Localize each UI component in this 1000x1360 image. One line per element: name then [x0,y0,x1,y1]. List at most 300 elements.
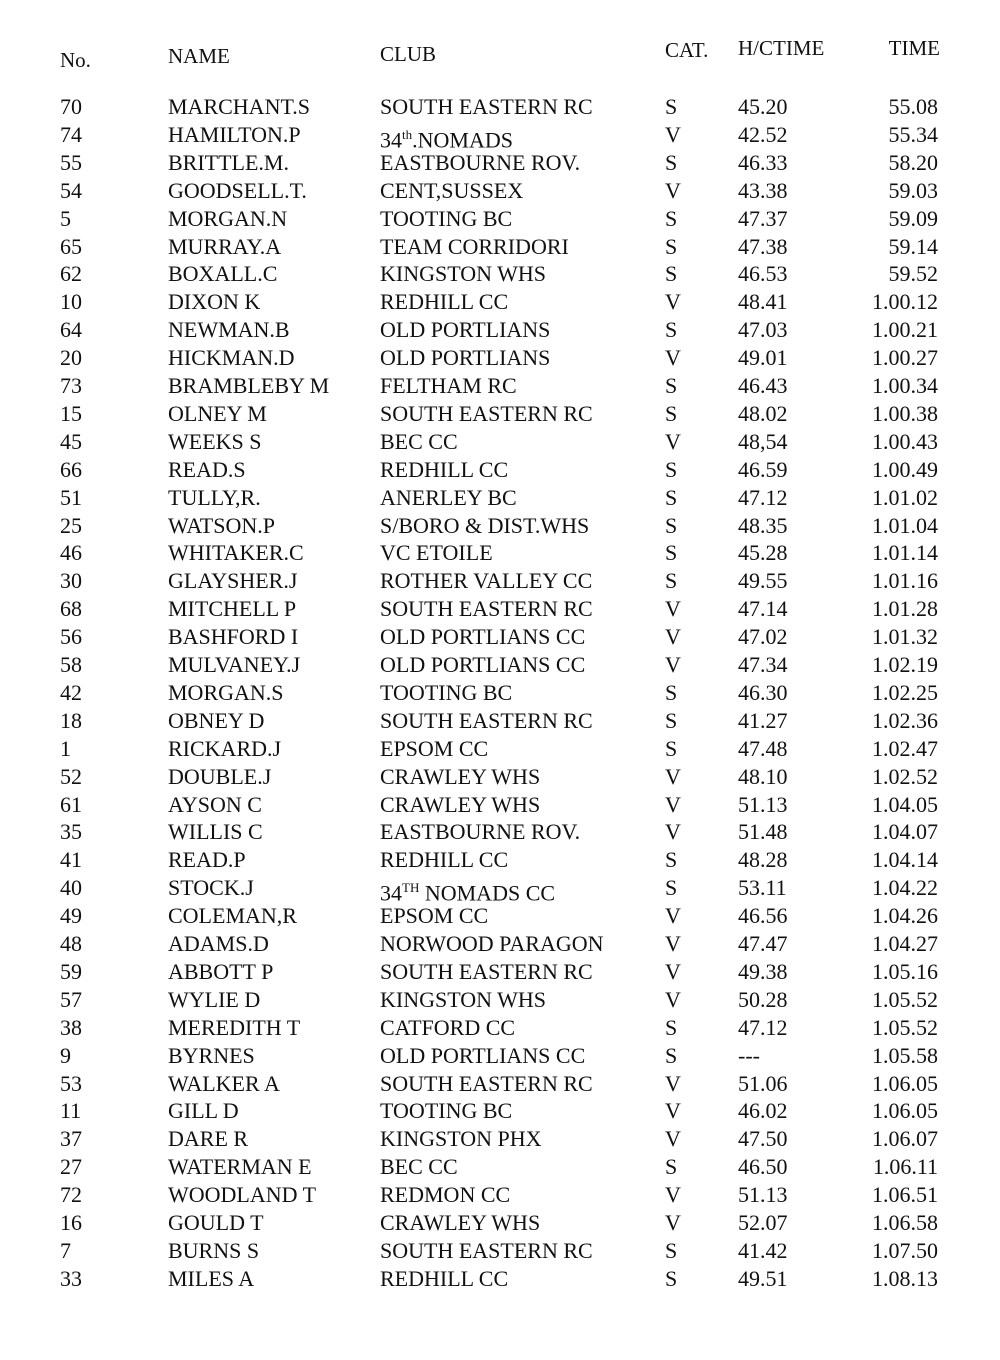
cell-time: 1.00.49 [872,456,938,482]
cell-club: ROTHER VALLEY CC [380,568,593,594]
table-row [0,288,1000,316]
cell-hctime: 48.35 [738,512,788,538]
cell-name: STOCK.J [168,875,254,901]
cell-hctime: 47.14 [738,596,788,622]
cell-hctime: --- [738,1042,760,1068]
cell-cat: V [665,177,681,203]
cell-cat: V [665,652,681,677]
cell-no: 45 [60,428,82,454]
cell-cat: S [665,875,678,901]
header-name: NAME [168,44,230,68]
cell-cat: S [665,94,678,119]
cell-time: 1.01.02 [872,484,938,510]
cell-hctime: 48.28 [738,847,788,873]
cell-time: 1.02.25 [872,679,938,705]
cell-hctime: 47.03 [738,317,788,343]
cell-name: OBNEY D [168,707,265,733]
cell-name: MURRAY.A [168,233,282,259]
cell-club: EASTBOURNE ROV. [380,149,581,175]
cell-hctime: 46.43 [738,373,788,398]
cell-hctime: 48.41 [738,289,788,315]
cell-name: OLNEY M [168,400,267,426]
cell-cat: V [665,121,681,147]
cell-cat: S [665,847,678,873]
cell-club: OLD PORTLIANS CC [380,652,586,677]
cell-name: WATSON.P [168,512,275,538]
cell-name: DOUBLE.J [168,763,272,789]
table-row [0,512,1000,540]
table-row [0,846,1000,874]
table-row [0,623,1000,651]
cell-no: 74 [60,121,82,147]
header-club: CLUB [380,42,437,66]
cell-time: 1.00.34 [872,373,938,398]
cell-name: READ.S [168,456,246,482]
cell-no: 55 [60,149,82,175]
cell-name: MARCHANT.S [168,94,311,119]
cell-name: MULVANEY.J [168,652,301,677]
cell-no: 66 [60,456,82,482]
cell-name: BURNS S [168,1237,260,1263]
cell-time: 55.08 [888,94,938,119]
cell-no: 11 [60,1098,82,1124]
cell-cat: S [665,1154,678,1180]
cell-no: 49 [60,903,82,929]
cell-no: 15 [60,400,82,426]
cell-no: 68 [60,596,82,622]
cell-time: 59.14 [888,233,938,259]
cell-time: 1.01.16 [872,568,938,594]
cell-club: NORWOOD PARAGON [380,931,604,956]
cell-hctime: 47.47 [738,931,788,956]
table-row [0,1209,1000,1237]
cell-no: 16 [60,1210,82,1235]
cell-hctime: 46.50 [738,1154,788,1180]
cell-hctime: 51.48 [738,819,788,845]
cell-club: TOOTING BC [380,1098,513,1124]
cell-no: 5 [60,205,71,231]
cell-name: ADAMS.D [168,931,269,956]
cell-no: 33 [60,1265,82,1291]
cell-time: 1.01.32 [872,624,938,650]
cell-time: 1.02.19 [872,652,938,677]
cell-no: 56 [60,624,82,650]
header-time: TIME [888,36,940,60]
cell-no: 40 [60,875,82,901]
cell-name: MILES A [168,1265,255,1291]
cell-time: 59.09 [888,205,938,231]
cell-time: 1.06.11 [872,1154,938,1180]
cell-name: RICKARD.J [168,735,282,761]
cell-club: CRAWLEY WHS [380,791,541,817]
cell-hctime: 53.11 [738,875,787,901]
cell-hctime: 47.38 [738,233,788,259]
cell-time: 1.05.58 [872,1042,938,1068]
cell-hctime: 51.13 [738,791,788,817]
cell-cat: V [665,1126,681,1152]
cell-time: 1.02.36 [872,707,938,733]
cell-cat: V [665,624,681,650]
cell-no: 48 [60,931,82,956]
cell-time: 1.04.07 [872,819,938,845]
table-row [0,372,1000,400]
cell-no: 41 [60,847,82,873]
cell-no: 7 [60,1237,71,1263]
cell-name: NEWMAN.B [168,317,290,343]
table-row [0,1042,1000,1070]
cell-time: 1.06.58 [872,1210,938,1235]
cell-no: 27 [60,1154,82,1180]
cell-name: DIXON K [168,289,261,315]
cell-name: ABBOTT P [168,958,274,984]
cell-no: 46 [60,540,82,566]
cell-no: 62 [60,261,82,287]
cell-hctime: 46.56 [738,903,788,929]
cell-name: BRAMBLEBY M [168,373,330,398]
table-row [0,344,1000,372]
cell-name: WYLIE D [168,986,261,1012]
cell-cat: V [665,903,681,929]
cell-cat: V [665,289,681,315]
cell-cat: S [665,707,678,733]
cell-no: 42 [60,679,82,705]
cell-no: 57 [60,986,82,1012]
table-row [0,930,1000,958]
cell-cat: V [665,763,681,789]
cell-hctime: 49.51 [738,1265,788,1291]
cell-club: REDHILL CC [380,847,509,873]
cell-cat: S [665,400,678,426]
table-row [0,679,1000,707]
cell-hctime: 47.02 [738,624,788,650]
table-row [0,1237,1000,1265]
cell-hctime: 49.55 [738,568,788,594]
cell-no: 1 [60,735,71,761]
cell-hctime: 47.34 [738,652,788,677]
cell-no: 9 [60,1042,71,1068]
cell-name: BRITTLE.M. [168,149,289,175]
cell-cat: V [665,931,681,956]
cell-no: 65 [60,233,82,259]
cell-time: 1.05.16 [872,958,938,984]
cell-cat: S [665,233,678,259]
cell-club: REDHILL CC [380,456,509,482]
cell-time: 1.04.27 [872,931,938,956]
cell-cat: V [665,986,681,1012]
cell-cat: S [665,1265,678,1291]
table-row [0,707,1000,735]
cell-cat: S [665,261,678,287]
cell-time: 1.05.52 [872,986,938,1012]
cell-club: KINGSTON PHX [380,1126,542,1152]
cell-no: 38 [60,1014,82,1040]
cell-time: 1.02.47 [872,735,938,761]
cell-name: GOODSELL.T. [168,177,307,203]
table-row [0,484,1000,512]
table-row [0,1125,1000,1153]
cell-club: 34th.NOMADS [380,126,513,153]
cell-club: TEAM CORRIDORI [380,233,569,259]
cell-no: 54 [60,177,82,203]
table-row [0,902,1000,930]
cell-hctime: 41.27 [738,707,788,733]
cell-club: BEC CC [380,428,458,454]
cell-time: 1.02.52 [872,763,938,789]
cell-name: WEEKS S [168,428,262,454]
cell-name: WILLIS C [168,819,263,845]
cell-club: KINGSTON WHS [380,261,547,287]
cell-club: CRAWLEY WHS [380,1210,541,1235]
cell-club: BEC CC [380,1154,458,1180]
cell-hctime: 52.07 [738,1210,788,1235]
table-row [0,595,1000,623]
cell-cat: S [665,1042,678,1068]
cell-club: S/BORO & DIST.WHS [380,512,590,538]
table-row [0,1265,1000,1293]
cell-club: SOUTH EASTERN RC [380,707,593,733]
cell-club: VC ETOILE [380,540,493,566]
cell-time: 58.20 [888,149,938,175]
cell-club: CENT,SUSSEX [380,177,524,203]
table-row [0,233,1000,261]
cell-time: 1.00.21 [872,317,938,343]
cell-club: SOUTH EASTERN RC [380,94,593,119]
cell-time: 1.06.07 [872,1126,938,1152]
header-no: No. [60,48,91,72]
cell-hctime: 51.13 [738,1182,788,1208]
cell-hctime: 42.52 [738,121,788,147]
table-row [0,1097,1000,1125]
cell-name: MORGAN.S [168,679,284,705]
cell-hctime: 47.12 [738,484,788,510]
cell-no: 37 [60,1126,82,1152]
cell-name: READ.P [168,847,246,873]
cell-cat: S [665,1237,678,1263]
cell-no: 70 [60,94,82,119]
cell-hctime: 41.42 [738,1237,788,1263]
cell-club: CRAWLEY WHS [380,763,541,789]
cell-hctime: 47.37 [738,205,788,231]
cell-no: 59 [60,958,82,984]
cell-name: HAMILTON.P [168,121,301,147]
table-row [0,93,1000,121]
cell-name: WHITAKER.C [168,540,304,566]
cell-name: GLAYSHER.J [168,568,298,594]
cell-hctime: 46.59 [738,456,788,482]
table-row [0,1181,1000,1209]
cell-cat: S [665,484,678,510]
cell-time: 1.04.22 [872,875,938,901]
cell-club: KINGSTON WHS [380,986,547,1012]
cell-time: 1.00.43 [872,428,938,454]
cell-no: 52 [60,763,82,789]
cell-club: OLD PORTLIANS CC [380,1042,586,1068]
table-row [0,428,1000,456]
cell-cat: S [665,205,678,231]
cell-name: COLEMAN,R [168,903,297,929]
table-row [0,874,1000,906]
cell-time: 1.01.28 [872,596,938,622]
cell-club: EPSOM CC [380,735,489,761]
cell-no: 72 [60,1182,82,1208]
cell-hctime: 43.38 [738,177,788,203]
cell-name: WOODLAND T [168,1182,317,1208]
cell-hctime: 48.10 [738,763,788,789]
cell-cat: S [665,1014,678,1040]
cell-no: 35 [60,819,82,845]
cell-cat: S [665,735,678,761]
table-row [0,567,1000,595]
cell-time: 1.00.12 [872,289,938,315]
table-row [0,1070,1000,1098]
cell-name: MITCHELL P [168,596,297,622]
cell-club: FELTHAM RC [380,373,517,398]
cell-club: SOUTH EASTERN RC [380,596,593,622]
cell-no: 51 [60,484,82,510]
cell-hctime: 46.02 [738,1098,788,1124]
cell-name: BASHFORD I [168,624,299,650]
cell-club: SOUTH EASTERN RC [380,1237,593,1263]
cell-hctime: 48.02 [738,400,788,426]
cell-cat: V [665,1182,681,1208]
cell-cat: S [665,456,678,482]
cell-hctime: 46.53 [738,261,788,287]
table-row [0,539,1000,567]
cell-name: GOULD T [168,1210,264,1235]
table-row [0,651,1000,679]
cell-name: DARE R [168,1126,249,1152]
cell-hctime: 47.48 [738,735,788,761]
cell-cat: S [665,512,678,538]
cell-name: MEREDITH T [168,1014,301,1040]
cell-time: 59.52 [888,261,938,287]
table-row [0,177,1000,205]
cell-hctime: 51.06 [738,1070,788,1096]
cell-club: REDHILL CC [380,289,509,315]
header-row [0,36,1000,72]
cell-time: 1.01.14 [872,540,938,566]
cell-cat: V [665,791,681,817]
cell-name: WALKER A [168,1070,280,1096]
cell-club: TOOTING BC [380,205,513,231]
cell-hctime: 45.28 [738,540,788,566]
cell-no: 73 [60,373,82,398]
table-row [0,735,1000,763]
cell-cat: S [665,540,678,566]
table-row [0,456,1000,484]
table-row [0,121,1000,153]
table-row [0,316,1000,344]
cell-name: HICKMAN.D [168,345,295,371]
cell-cat: S [665,317,678,343]
cell-no: 20 [60,345,82,371]
table-row [0,260,1000,288]
table-row [0,986,1000,1014]
cell-club: OLD PORTLIANS [380,317,551,343]
cell-time: 1.00.38 [872,400,938,426]
cell-time: 55.34 [888,121,938,147]
cell-cat: S [665,679,678,705]
cell-club: TOOTING BC [380,679,513,705]
cell-cat: V [665,819,681,845]
cell-hctime: 47.50 [738,1126,788,1152]
cell-no: 18 [60,707,82,733]
cell-cat: V [665,596,681,622]
cell-time: 1.06.05 [872,1070,938,1096]
cell-time: 1.00.27 [872,345,938,371]
cell-time: 1.01.04 [872,512,938,538]
cell-time: 1.05.52 [872,1014,938,1040]
cell-no: 25 [60,512,82,538]
cell-club: OLD PORTLIANS CC [380,624,586,650]
cell-time: 1.04.26 [872,903,938,929]
cell-no: 58 [60,652,82,677]
cell-cat: S [665,373,678,398]
cell-time: 1.06.51 [872,1182,938,1208]
cell-club: SOUTH EASTERN RC [380,1070,593,1096]
cell-time: 1.08.13 [872,1265,938,1291]
cell-hctime: 45.20 [738,94,788,119]
cell-name: WATERMAN E [168,1154,312,1180]
cell-cat: V [665,958,681,984]
cell-club: EPSOM CC [380,903,489,929]
cell-hctime: 50.28 [738,986,788,1012]
cell-time: 1.07.50 [872,1237,938,1263]
cell-time: 1.04.05 [872,791,938,817]
cell-club: SOUTH EASTERN RC [380,400,593,426]
table-row [0,791,1000,819]
table-row [0,958,1000,986]
cell-club: OLD PORTLIANS [380,345,551,371]
cell-hctime: 46.33 [738,149,788,175]
cell-name: MORGAN.N [168,205,288,231]
cell-name: GILL D [168,1098,239,1124]
table-row [0,1014,1000,1042]
cell-cat: S [665,568,678,594]
cell-cat: V [665,428,681,454]
cell-hctime: 49.01 [738,345,788,371]
cell-no: 10 [60,289,82,315]
table-row [0,400,1000,428]
cell-club: ANERLEY BC [380,484,517,510]
cell-cat: V [665,1210,681,1235]
table-row [0,818,1000,846]
header-hctime: H/CTIME [738,36,825,60]
cell-club: SOUTH EASTERN RC [380,958,593,984]
cell-club: REDHILL CC [380,1265,509,1291]
cell-hctime: 47.12 [738,1014,788,1040]
cell-no: 61 [60,791,82,817]
cell-time: 1.06.05 [872,1098,938,1124]
cell-name: BOXALL.C [168,261,278,287]
table-row [0,205,1000,233]
cell-hctime: 46.30 [738,679,788,705]
cell-time: 1.04.14 [872,847,938,873]
cell-hctime: 49.38 [738,958,788,984]
cell-club: 34TH NOMADS CC [380,880,556,906]
cell-name: TULLY,R. [168,484,261,510]
cell-name: BYRNES [168,1042,255,1068]
cell-club: EASTBOURNE ROV. [380,819,581,845]
table-row [0,149,1000,177]
cell-club: CATFORD CC [380,1014,516,1040]
table-row [0,1153,1000,1181]
cell-club: REDMON CC [380,1182,511,1208]
cell-time: 59.03 [888,177,938,203]
cell-hctime: 48,54 [738,428,788,454]
cell-no: 64 [60,317,82,343]
cell-cat: V [665,1098,681,1124]
